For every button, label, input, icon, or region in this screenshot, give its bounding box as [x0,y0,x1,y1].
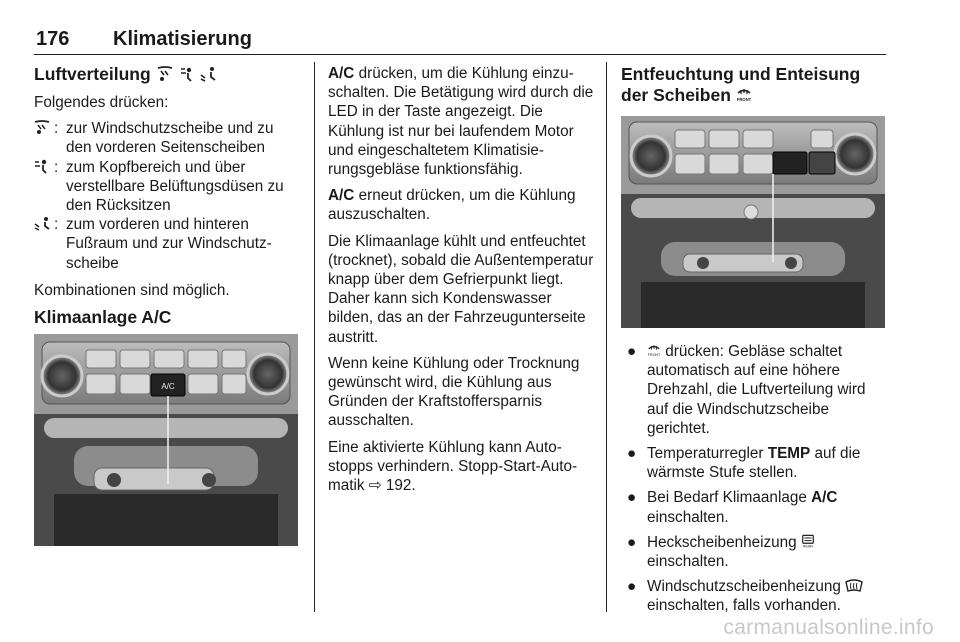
paragraph-economy: Wenn keine Kühlung oder Trocknung gewünscht wird, die Kühlung aus Gründen der Kraftstoffersparnis ausschalten. [328,354,580,430]
mode-description: zur Windschutzscheibe und zu den vorderen Seitenscheiben [66,120,274,157]
temp-key: TEMP [767,445,811,463]
paragraph-dehumidify: Die Klimaanlage kühlt und entfeuchtet (trocknet), sobald die Außentemperatur knapp über dem Gefrierpunkt liegt. Daher kann sich Kondenswasser bilden, das an der Fahrzeugunterseite austritt. [328,232,594,346]
ac-key: A/C [811,489,838,507]
paragraph-ac-off: A/C erneut drücken, um die Kühlung auszuschalten. [328,187,576,224]
chapter-title: Klimatisierung [113,28,252,50]
column-1 [34,64,300,328]
column-3 [621,64,887,106]
svg-text:REAR: REAR [802,544,814,549]
windscreen-airflow-icon [34,120,50,135]
ac-key: A/C [328,187,355,205]
heading-ac: Klimaanlage A/C [34,307,172,328]
column-divider-2 [606,62,607,612]
heading-defrost: Entfeuchtung und Enteisung der Scheiben FRONT [621,64,861,105]
column-3-list [621,342,887,622]
page-header [34,20,886,55]
list-item: ● FRONT drücken: Gebläse schaltet automatisch auf eine höhere Drehzahl, die Luftverteilung wird auf die Windschutzscheibe gerichtet. [627,343,866,437]
ac-panel-photo [34,334,298,546]
paragraph-ac-on: A/C drücken, um die Kühlung einzuschalten. Die Betätigung wird durch die LED in der Taste angezeigt. Die Kühlung ist nur bei laufendem Motor und eingeschaltetem Klimatisierungsgebläse funktionsfähig. [328,65,594,179]
combinations-note: Kombinationen sind möglich. [34,281,230,299]
column-divider-1 [314,62,315,612]
rear-window-heating-icon [801,534,815,549]
svg-text:FRONT: FRONT [647,352,661,357]
windscreen-airflow-icon [156,66,174,82]
footwell-airflow-icon [199,66,217,82]
list-item: ● Temperaturregler TEMP auf die wärmste Stufe stellen. [627,445,861,482]
press-intro: Folgendes drücken: [34,94,169,111]
list-item: ● Bei Bedarf Klimaanlage A/C einschalten. [627,489,838,526]
list-item: : zum vorderen und hinteren Fußraum und zur Windschutzscheibe [34,215,300,273]
footwell-airflow-icon [34,216,50,231]
defrost-panel-illustration [621,116,885,328]
mode-description: zum Kopfbereich und über verstellbare Belüftungsdüsen zu den Rücksitzen [66,158,284,215]
head-airflow-icon [34,159,48,174]
list-item: : zum Kopfbereich und über verstellbare Belüftungsdüsen zu den Rücksitzen [34,158,300,216]
front-defrost-icon [736,87,752,103]
front-defrost-icon [647,343,661,358]
ac-key: A/C [328,65,355,82]
ac-panel-illustration [34,334,298,546]
defrost-steps [621,342,887,616]
page-number: 176 [36,28,70,50]
windscreen-heating-icon [845,579,863,593]
heading-airflow: Luftverteilung [34,64,300,85]
defrost-panel-photo [621,116,885,328]
list-item: ● Windschutzscheibenheizung einschalten, falls vorhanden. [621,577,887,615]
ac-button-label: A/C [161,382,175,391]
page-reference[interactable]: 192. [381,477,416,495]
airflow-mode-list [34,119,300,273]
watermark: carmanualsonline.info [723,616,934,639]
column-2 [328,64,594,502]
list-item: : zur Windschutzscheibe und zu den vorderen Seitenscheiben [34,119,300,157]
page-reference-arrow-icon: ⇨ [368,477,382,495]
svg-text:FRONT: FRONT [736,97,751,102]
head-airflow-icon [178,66,194,82]
paragraph-autostop: Eine aktivierte Kühlung kann Autostopps verhindern. Stopp-Start-Automatik ⇨ 192. [328,438,578,495]
list-item: ● Heckscheibenheizung REAR einschalten. [627,533,814,571]
mode-description: zum vorderen und hinteren Fußraum und zur Windschutzscheibe [66,216,272,272]
